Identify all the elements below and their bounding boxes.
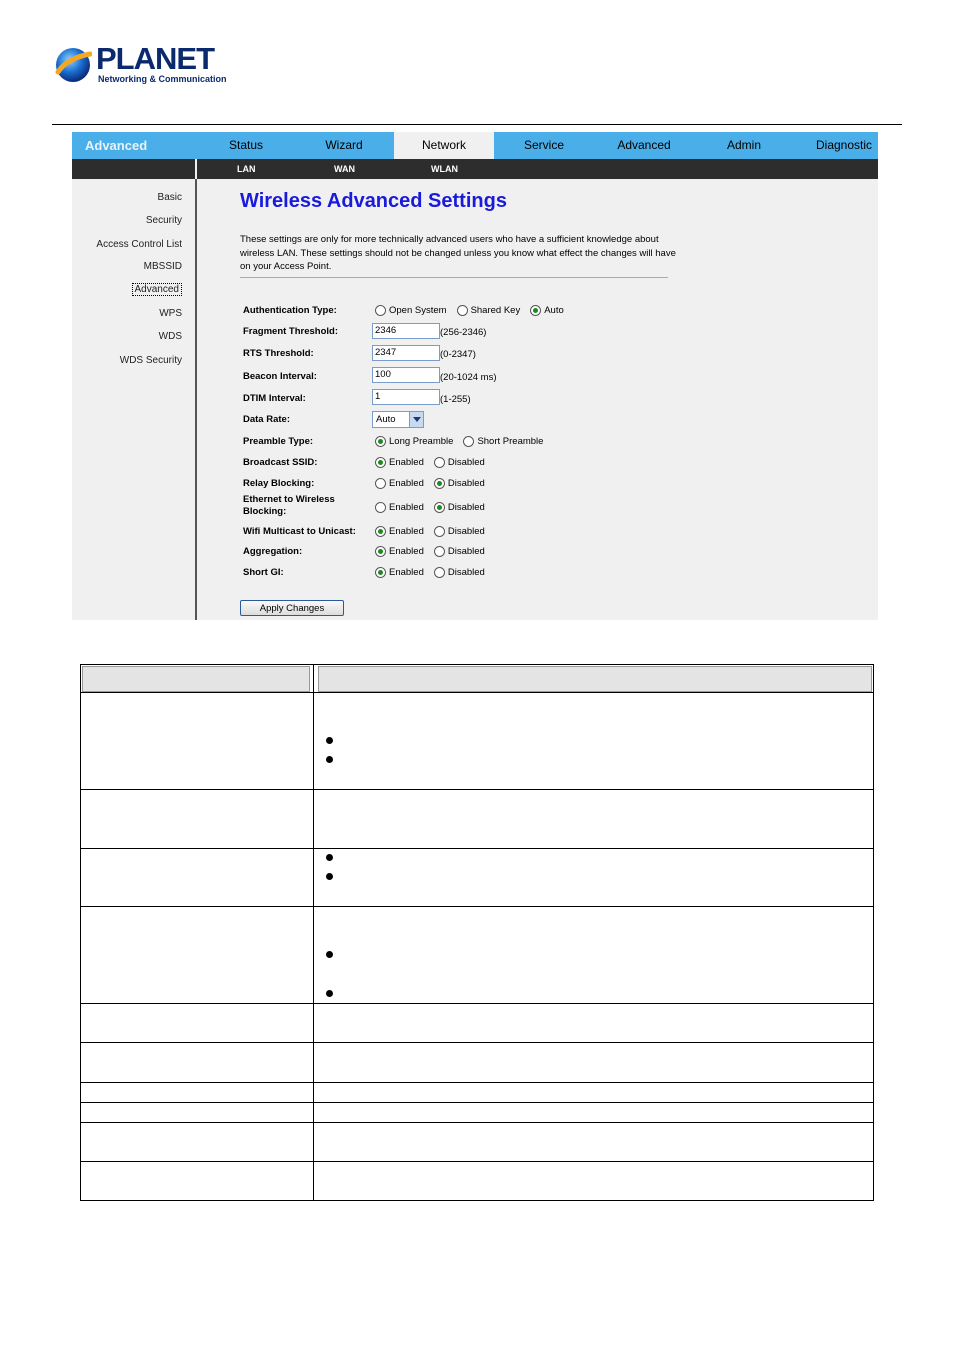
sidebar-item-basic[interactable]: Basic — [157, 192, 182, 203]
subtab-wlan[interactable]: WLAN — [431, 164, 458, 174]
auth-auto-label: Auto — [544, 305, 564, 316]
broadcast-ssid-radio-group — [375, 457, 495, 468]
sidebar-divider — [195, 179, 197, 620]
subtab-wan[interactable]: WAN — [334, 164, 355, 174]
wifi-multicast-label: Wifi Multicast to Unicast: — [243, 526, 356, 537]
table-row-divider — [80, 1102, 874, 1103]
broadcast-ssid-label: Broadcast SSID: — [243, 457, 318, 468]
auth-shared-key-radio[interactable] — [457, 305, 468, 316]
tab-service[interactable]: Service — [523, 138, 564, 152]
sidebar-item-wps[interactable]: WPS — [159, 308, 182, 319]
rts-threshold-input[interactable]: 2347 — [372, 345, 440, 361]
broadcast-ssid-disabled-label: Disabled — [447, 457, 485, 468]
table-header — [82, 666, 872, 692]
fragment-threshold-input[interactable]: 2346 — [372, 323, 440, 339]
table-column-divider — [313, 664, 314, 1201]
eth-blocking-label-line2: Blocking: — [243, 506, 287, 517]
eth-blocking-label-line1: Ethernet to Wireless — [243, 494, 335, 505]
wifi-multicast-enabled-radio[interactable] — [375, 526, 386, 537]
short-gi-disabled-label: Disabled — [447, 567, 485, 578]
fragment-threshold-label: Fragment Threshold: — [243, 326, 339, 337]
table-row-divider — [80, 789, 874, 790]
dtim-interval-hint: (1-255) — [440, 394, 471, 405]
bullet-icon — [326, 951, 333, 958]
beacon-interval-input[interactable]: 100 — [372, 367, 440, 383]
bullet-icon — [326, 756, 333, 763]
table-row-divider — [80, 692, 874, 693]
relay-blocking-label: Relay Blocking: — [243, 478, 315, 489]
preamble-short-label: Short Preamble — [477, 436, 544, 447]
sub-navigation — [72, 159, 878, 179]
tab-status[interactable]: Status — [228, 138, 264, 152]
relay-blocking-enabled-label: Enabled — [389, 478, 424, 489]
data-rate-label: Data Rate: — [243, 414, 290, 425]
eth-blocking-label — [243, 494, 335, 518]
aggregation-disabled-radio[interactable] — [434, 546, 445, 557]
short-gi-radio-group — [375, 567, 495, 578]
logo-tagline: Networking & Communication — [98, 74, 227, 84]
dtim-interval-input[interactable]: 1 — [372, 389, 440, 405]
wifi-multicast-disabled-radio[interactable] — [434, 526, 445, 537]
router-ui-screenshot — [72, 132, 878, 620]
aggregation-enabled-radio[interactable] — [375, 546, 386, 557]
rts-threshold-label: RTS Threshold: — [243, 348, 314, 359]
auth-shared-key-label: Shared Key — [470, 305, 521, 316]
bullet-icon — [326, 854, 333, 861]
relay-blocking-disabled-radio[interactable] — [434, 478, 445, 489]
preamble-long-radio[interactable] — [375, 436, 386, 447]
auth-open-system-label: Open System — [389, 305, 447, 316]
table-row-divider — [80, 1122, 874, 1123]
top-navigation — [72, 132, 878, 159]
header-cell-object — [82, 666, 310, 692]
eth-blocking-enabled-radio[interactable] — [375, 502, 386, 513]
preamble-type-label: Preamble Type: — [243, 436, 314, 447]
broadcast-ssid-enabled-label: Enabled — [389, 457, 424, 468]
tab-advanced[interactable]: Advanced — [617, 138, 671, 152]
aggregation-label: Aggregation: — [243, 546, 303, 557]
table-row-divider — [80, 1003, 874, 1004]
header-divider — [52, 124, 902, 125]
auth-auto-radio[interactable] — [530, 305, 541, 316]
table-row-divider — [80, 1082, 874, 1083]
bullet-icon — [326, 737, 333, 744]
short-gi-enabled-label: Enabled — [389, 567, 424, 578]
sidebar-item-access-control-list[interactable]: Access Control List — [96, 239, 182, 250]
description-table — [80, 664, 874, 1201]
auth-type-radio-group — [375, 305, 574, 316]
sidebar-item-advanced[interactable]: Advanced — [132, 283, 182, 296]
broadcast-ssid-disabled-radio[interactable] — [434, 457, 445, 468]
sidebar-item-security[interactable]: Security — [145, 215, 182, 226]
aggregation-enabled-label: Enabled — [389, 546, 424, 557]
table-row-divider — [80, 848, 874, 849]
intro-divider — [240, 277, 668, 278]
short-gi-label: Short GI: — [243, 567, 284, 578]
sidebar-item-wds[interactable]: WDS — [158, 331, 182, 342]
fragment-threshold-hint: (256-2346) — [440, 327, 487, 338]
dtim-interval-label: DTIM Interval: — [243, 393, 306, 404]
relay-blocking-enabled-radio[interactable] — [375, 478, 386, 489]
chevron-down-icon[interactable] — [409, 412, 423, 427]
table-row-divider — [80, 1161, 874, 1162]
wifi-multicast-enabled-label: Enabled — [389, 526, 424, 537]
apply-changes-button[interactable]: Apply Changes — [240, 600, 344, 616]
bullet-icon — [326, 873, 333, 880]
relay-blocking-radio-group — [375, 478, 495, 489]
preamble-long-label: Long Preamble — [389, 436, 454, 447]
wifi-multicast-radio-group — [375, 526, 495, 537]
eth-blocking-radio-group — [375, 502, 495, 513]
subnav-separator — [195, 159, 197, 179]
subtab-lan[interactable]: LAN — [237, 164, 256, 174]
tab-admin[interactable]: Admin — [726, 138, 761, 152]
header-cell-description — [318, 666, 872, 692]
tab-network[interactable]: Network — [394, 132, 494, 159]
preamble-radio-group — [375, 436, 553, 447]
beacon-interval-hint: (20-1024 ms) — [440, 372, 497, 383]
aggregation-radio-group — [375, 546, 495, 557]
short-gi-disabled-radio[interactable] — [434, 567, 445, 578]
table-row-divider — [80, 906, 874, 907]
tab-wizard[interactable]: Wizard — [325, 138, 363, 152]
page-title: Wireless Advanced Settings — [240, 190, 507, 212]
short-gi-enabled-radio[interactable] — [375, 567, 386, 578]
data-rate-value: Auto — [376, 414, 396, 425]
sidebar-item-mbssid[interactable]: MBSSID — [143, 261, 182, 272]
eth-blocking-disabled-label: Disabled — [447, 502, 485, 513]
globe-icon — [54, 44, 92, 84]
eth-blocking-disabled-radio[interactable] — [434, 502, 445, 513]
aggregation-disabled-label: Disabled — [447, 546, 485, 557]
tab-diagnostic[interactable]: Diagnostic — [815, 138, 873, 152]
beacon-interval-label: Beacon Interval: — [243, 371, 317, 382]
planet-logo — [52, 41, 227, 88]
brand-label: Advanced — [85, 138, 148, 153]
wifi-multicast-disabled-label: Disabled — [447, 526, 485, 537]
relay-blocking-disabled-label: Disabled — [447, 478, 485, 489]
auth-open-system-radio[interactable] — [375, 305, 386, 316]
bullet-icon — [326, 990, 333, 997]
auth-type-label: Authentication Type: — [243, 305, 337, 316]
rts-threshold-hint: (0-2347) — [440, 349, 476, 360]
logo-wordmark: PLANET — [96, 41, 214, 76]
broadcast-ssid-enabled-radio[interactable] — [375, 457, 386, 468]
table-row-divider — [80, 1042, 874, 1043]
intro-text: These settings are only for more technically advanced users who have a sufficient knowledge about wireless LAN. These settings should not be changed unless you know what effect the changes will have on your Access Point. — [240, 234, 676, 272]
data-rate-select[interactable] — [372, 411, 424, 428]
eth-blocking-enabled-label: Enabled — [389, 502, 424, 513]
sidebar-item-wds-security[interactable]: WDS Security — [119, 355, 182, 366]
preamble-short-radio[interactable] — [463, 436, 474, 447]
